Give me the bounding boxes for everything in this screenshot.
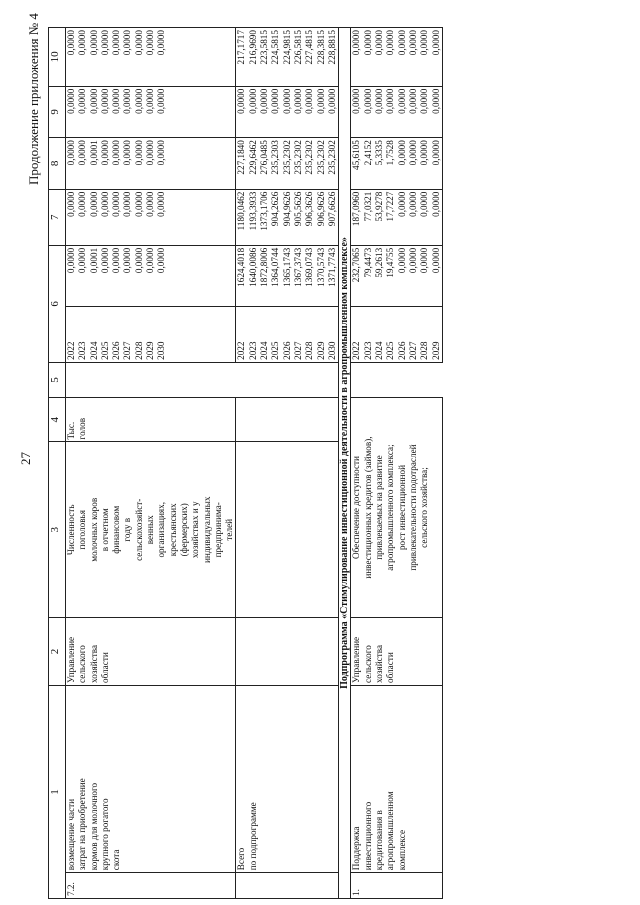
indicator-name: Обеспечение доступности инвестиционных кредитов (займов), привлекаемых на развитие агропромышленного комплекса; рост инвестиционной привлекательности подотраслей сельского хозяйства;	[351, 397, 442, 617]
value-col-8: 0,0000 0,0000 0,0001 0,0000 0,0000 0,0000 0,0000 0,0000 0,0000	[66, 138, 236, 190]
empty-cell	[66, 362, 236, 397]
value-col-6: 232,7065 79,4473 59,2613 19,4755 0,0000 0,0000 0,0000 0,0000	[351, 245, 442, 306]
col-header-6: 6	[49, 245, 66, 362]
years: 2022 2023 2024 2025 2026 2027 2028 2029 2030	[236, 306, 339, 362]
years: 2022 2023 2024 2025 2026 2027 2028 2029	[351, 306, 442, 362]
subprogram-title: Подпрограмма «Стимулирование инвестиционной деятельности в агропромышленном комплексе»	[339, 28, 351, 899]
col-header-4: 4	[49, 397, 66, 441]
row-number: 1.	[351, 873, 442, 899]
value-col-10: 0,0000 0,0000 0,0000 0,0000 0,0000 0,0000 0,0000 0,0000	[351, 28, 442, 87]
col-header-10: 10	[49, 28, 66, 87]
col-header-1: 1	[49, 685, 66, 898]
value-col-8: 45,6105 2,4152 5,3335 1,7528 0,0000 0,0000 0,0000 0,0000	[351, 138, 442, 190]
value-col-10: 217,1717 216,9690 223,5815 224,5815 224,9815 226,5815 227,4815 228,3815 228,8815	[236, 28, 339, 87]
table-row-total	[236, 28, 339, 899]
years: 2022 2023 2024 2025 2026 2027 2028 2029 2030	[66, 306, 236, 362]
subprogram-row	[339, 28, 351, 899]
executor: Управление сельского хозяйства области	[351, 618, 442, 686]
value-col-9: 0,0000 0,0000 0,0000 0,0000 0,0000 0,0000 0,0000 0,0000 0,0000	[236, 86, 339, 138]
unit: Тыс. голов	[66, 397, 236, 441]
appendix-header: Продолжение приложения № 4	[26, 13, 41, 185]
empty-cell	[351, 362, 442, 397]
measure-name: Поддержка инвестиционного кредитования в агропромышленном комплексе	[351, 685, 442, 872]
empty-cell	[236, 873, 339, 899]
column-number-row	[49, 28, 66, 899]
value-col-9: 0,0000 0,0000 0,0000 0,0000 0,0000 0,0000 0,0000 0,0000	[351, 86, 442, 138]
col-header-7: 7	[49, 189, 66, 245]
value-col-6: 0,0000 0,0000 0,0001 0,0000 0,0000 0,0000 0,0000 0,0000 0,0000	[66, 245, 236, 306]
col-header-8: 8	[49, 138, 66, 190]
executor: Управление сельского хозяйства области	[66, 618, 236, 686]
row-number: 7.2.	[66, 873, 236, 899]
empty-cell	[236, 618, 339, 686]
value-col-7: 1180,0462 1193,3933 1373,1706 904,2626 904,9626 905,5626 906,3626 906,9626 907,6626	[236, 189, 339, 245]
measure-name: возмещение части затрат на приобретение кормов для молочного крупного рогатого скота	[66, 685, 236, 872]
indicator-name: Численность поголовья молочных коров в отчетном финансовом году в сельскохозяйст- венных организациях, крестьянских (фермерских) хозяйствах и у индивидуальных предпринима- телей	[66, 442, 236, 618]
page-number: 27	[18, 452, 33, 465]
total-label: Всего по подпрограмме	[236, 685, 339, 872]
col-header-3: 3	[49, 442, 66, 618]
table-row-7-2	[66, 28, 236, 899]
col-header-5: 5	[49, 362, 66, 397]
value-col-6: 1624,4018 1640,0086 1872,8006 1364,0744 1365,1743 1367,3743 1369,0743 1370,5743 1371,7743	[236, 245, 339, 306]
value-col-7: 0,0000 0,0000 0,0000 0,0000 0,0000 0,0000 0,0000 0,0000 0,0000	[66, 189, 236, 245]
empty-cell	[236, 362, 339, 397]
value-col-10: 0,0000 0,0000 0,0000 0,0000 0,0000 0,0000 0,0000 0,0000 0,0000	[66, 28, 236, 87]
data-table	[48, 27, 443, 899]
value-col-7: 187,0960 77,0321 53,9278 17,7227 0,0000 0,0000 0,0000 0,0000	[351, 189, 442, 245]
col-header-2: 2	[49, 618, 66, 686]
empty-cell	[236, 442, 339, 618]
value-col-9: 0,0000 0,0000 0,0000 0,0000 0,0000 0,0000 0,0000 0,0000 0,0000	[66, 86, 236, 138]
table-row-1	[351, 28, 442, 899]
col-header-9: 9	[49, 86, 66, 138]
empty-cell	[236, 397, 339, 441]
value-col-8: 227,1840 229,6462 276,0485 235,2303 235,2302 235,2302 235,2302 235,2302 235,2302	[236, 138, 339, 190]
